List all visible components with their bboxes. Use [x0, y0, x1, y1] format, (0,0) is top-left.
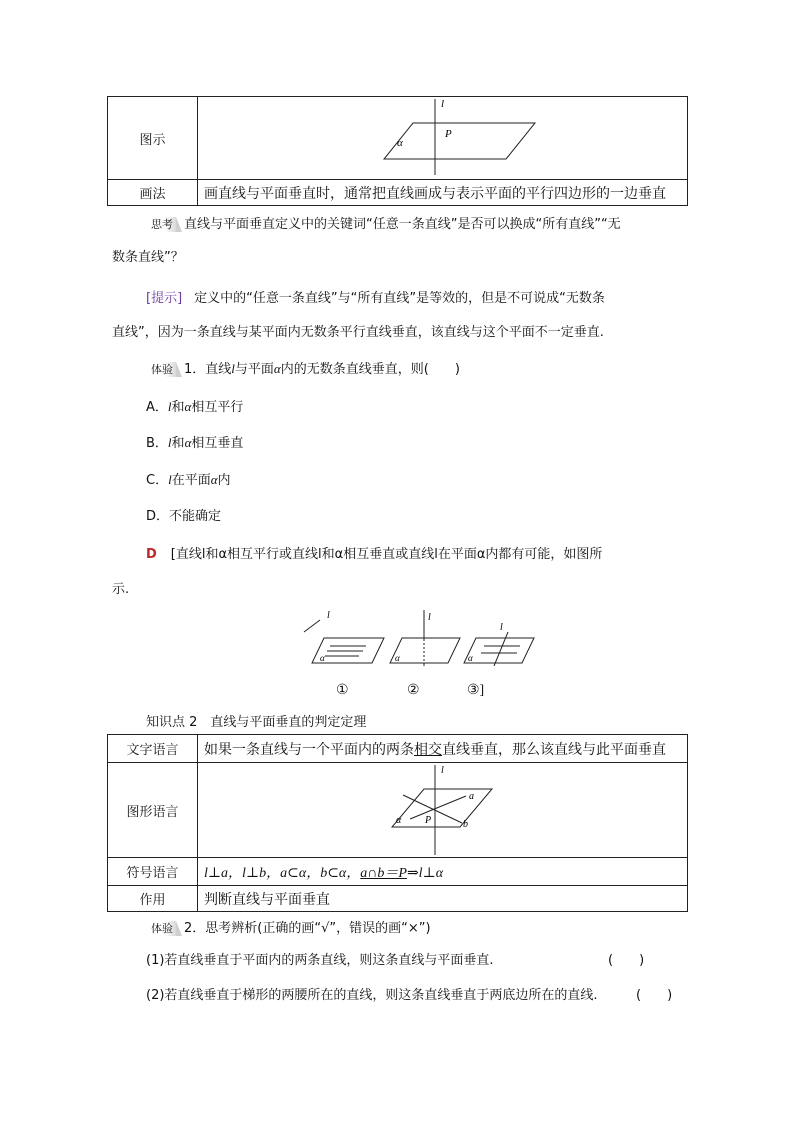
theorem-text: 如果一条直线与一个平面内的两条相交直线垂直，那么该直线与此平面垂直 — [198, 735, 688, 763]
exp2-tag: 体验 — [146, 921, 176, 936]
svg-text:α: α — [468, 653, 473, 663]
hint-line1: [提示] 定义中的“任意一条直线”与“所有直线”是等效的，但是不可说成“无数条 — [146, 291, 605, 306]
exp2-question: 体验 2．思考辨析(正确的画“√”，错误的画“×”) — [146, 917, 431, 936]
think-tag: 思考 — [146, 217, 176, 232]
statement-1: (1)若直线垂直于平面内的两条直线，则这条直线与平面垂直. — [146, 953, 494, 968]
option-c[interactable]: C．l在平面α内 — [146, 472, 231, 488]
answer-line1: D [直线l和α相互平行或直线l和α相互垂直或直线l在平面α内都有可能，如图所 — [146, 547, 603, 562]
svg-text:α: α — [320, 653, 325, 663]
row-label-diagram: 图示 — [108, 97, 198, 180]
think-line1: 思考 直线与平面垂直定义中的关键词“任意一条直线”是否可以换成“所有直线”“无 — [146, 213, 621, 232]
three-cases-figure — [296, 608, 536, 666]
case2-figure — [390, 610, 460, 666]
table-theorem — [107, 734, 688, 912]
svg-text:a: a — [469, 791, 474, 802]
exp1-tag: 体验 — [146, 362, 176, 377]
table-diagram-method — [107, 96, 688, 206]
line-perpendicular-plane-figure — [198, 97, 687, 179]
svg-text:b: b — [463, 819, 468, 830]
diagram-cell — [198, 97, 688, 180]
row-label-symbol: 符号语言 — [108, 858, 198, 886]
method-text: 画直线与平面垂直时，通常把直线画成与表示平面的平行四边形的一边垂直 — [198, 180, 688, 206]
theorem-use: 判断直线与平面垂直 — [198, 886, 688, 912]
theorem-figure — [198, 763, 687, 857]
label-P: P — [445, 128, 452, 140]
option-a[interactable]: A．l和α相互平行 — [146, 399, 244, 415]
knowledge-point-title: 知识点 2 直线与平面垂直的判定定理 — [146, 715, 367, 730]
theorem-symbols: l⊥a，l⊥b，a⊂α，b⊂α，a∩b＝P⇒l⊥α — [198, 858, 688, 886]
svg-text:P: P — [425, 815, 432, 826]
row-label-use: 作用 — [108, 886, 198, 912]
option-b[interactable]: B．l和α相互垂直 — [146, 435, 244, 451]
exp1-question: 体验 1．直线l与平面α内的无数条直线垂直，则( ) — [146, 358, 460, 377]
case-label-2: ② — [407, 683, 420, 698]
answer-line2: 示. — [112, 582, 130, 597]
svg-text:α: α — [395, 653, 400, 663]
label-alpha: α — [397, 137, 403, 149]
think-line2: 数条直线”？ — [112, 250, 184, 265]
label-l: l — [441, 98, 445, 110]
hint-line2: 直线”，因为一条直线与某平面内无数条平行直线垂直，该直线与这个平面不一定垂直. — [112, 325, 604, 340]
hint-tag: [提示] — [146, 291, 183, 306]
case1-figure — [304, 610, 384, 663]
svg-text:l: l — [428, 612, 431, 623]
svg-text:α: α — [396, 815, 402, 826]
statement-2-answer-blank[interactable]: ( ) — [636, 988, 673, 1003]
answer-letter: D — [146, 547, 157, 562]
case3-figure — [464, 622, 534, 666]
option-d[interactable]: D．不能确定 — [146, 509, 222, 524]
svg-text:l: l — [327, 610, 330, 621]
row-label-method: 画法 — [108, 180, 198, 206]
row-label-text: 文字语言 — [108, 735, 198, 763]
svg-text:l: l — [441, 765, 444, 776]
statement-1-answer-blank[interactable]: ( ) — [608, 953, 645, 968]
case-label-1: ① — [336, 683, 349, 698]
svg-text:l: l — [500, 622, 503, 633]
row-label-figure: 图形语言 — [108, 763, 198, 858]
case-label-3: ③] — [467, 683, 485, 698]
statement-2: (2)若直线垂直于梯形的两腰所在的直线，则这条直线垂直于两底边所在的直线. — [146, 988, 598, 1003]
theorem-figure-cell — [198, 763, 688, 858]
